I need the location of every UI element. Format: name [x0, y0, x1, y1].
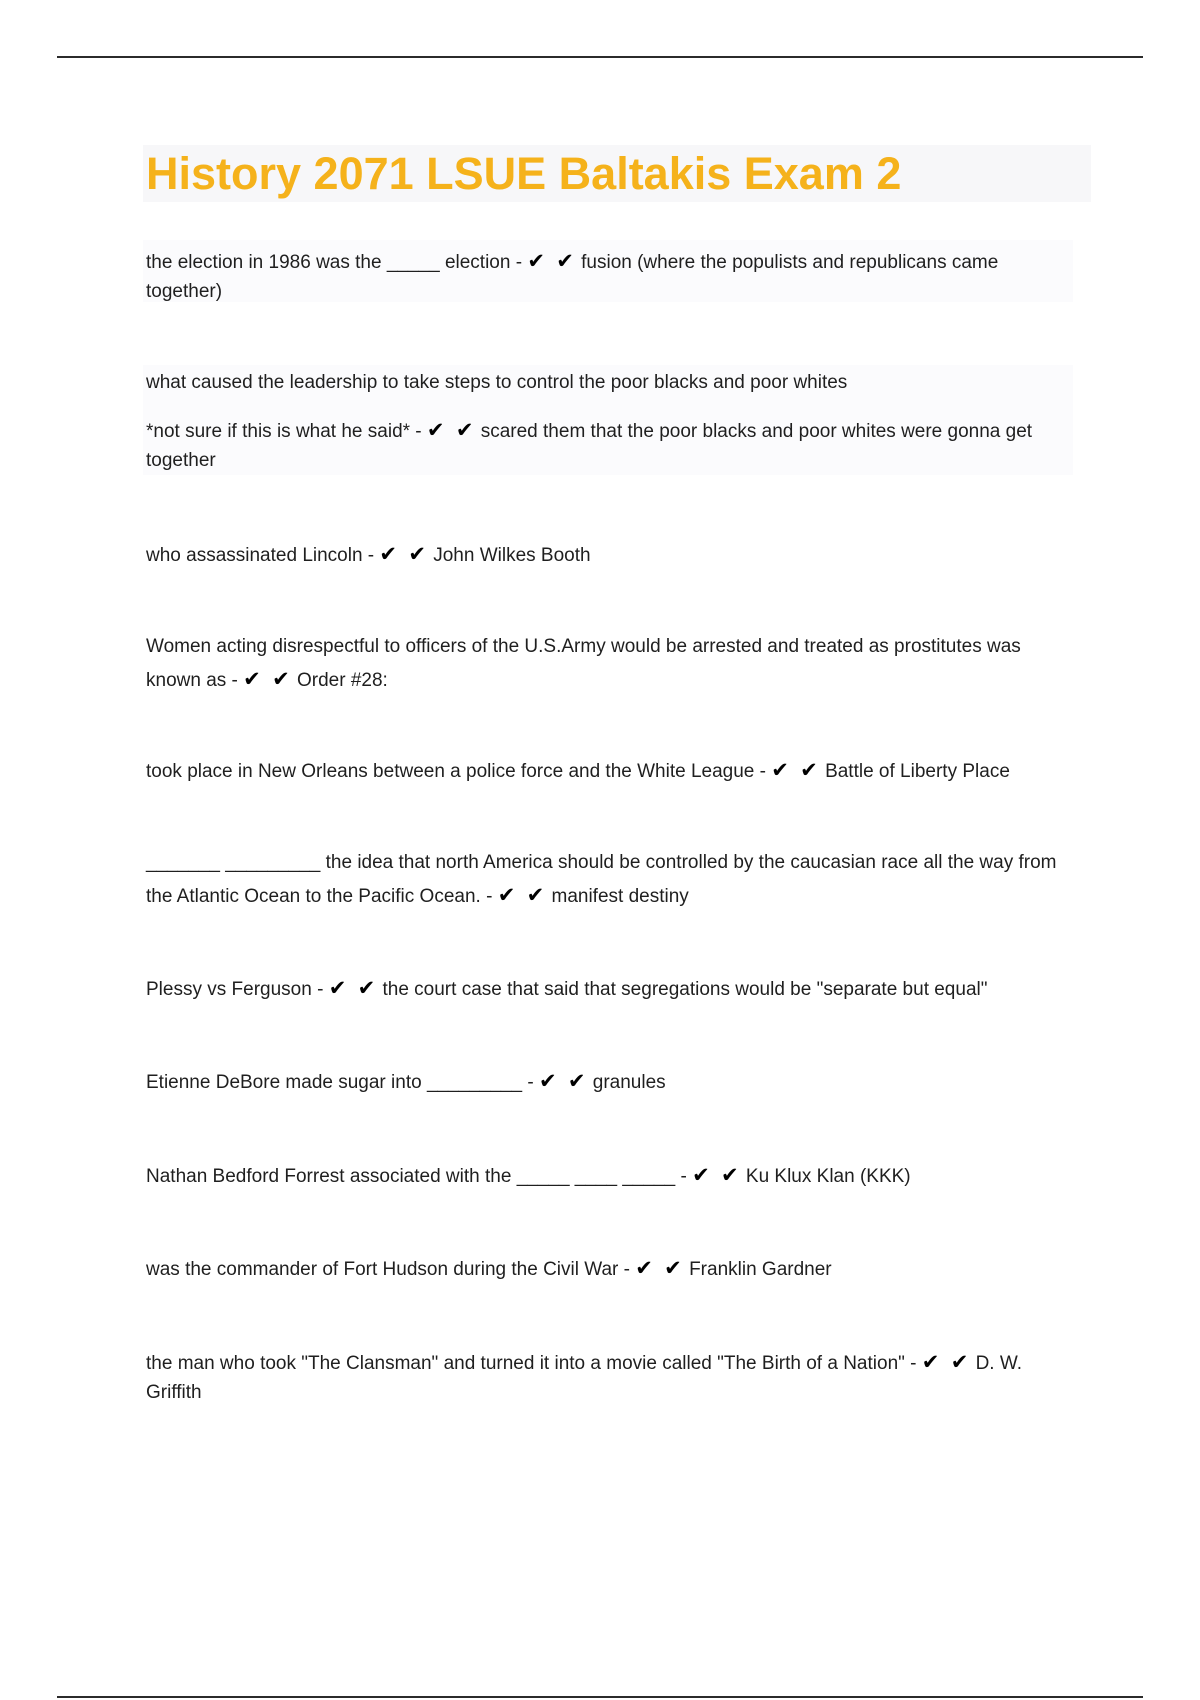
check-icon: ✔ ✔ [921, 1350, 971, 1374]
separator: - [618, 1259, 636, 1280]
separator: - [410, 421, 427, 442]
check-icon: ✔ ✔ [692, 1163, 741, 1187]
question-text: the man who took "The Clansman" and turned it into a movie called "The Birth of a Nation" [146, 1353, 905, 1374]
check-icon: ✔ ✔ [497, 883, 547, 907]
check-icon: ✔ ✔ [538, 1069, 588, 1093]
separator: - [510, 252, 528, 273]
answer-text: Franklin Gardner [689, 1259, 832, 1280]
answer-text: Order #28: [296, 670, 388, 691]
qa-item-5 [146, 756, 1076, 786]
answer-text: John Wilkes Booth [433, 545, 591, 566]
qa-item-2 [146, 416, 1076, 475]
qa-item-7 [146, 974, 1076, 1004]
answer-text: granules [592, 1072, 666, 1093]
check-icon: ✔ ✔ [771, 758, 820, 782]
check-icon: ✔ ✔ [328, 976, 378, 1000]
separator: - [226, 670, 244, 691]
qa-item-6 [146, 847, 1076, 913]
answer-text: manifest destiny [551, 886, 689, 907]
page-title: History 2071 LSUE Baltakis Exam 2 [146, 148, 902, 199]
check-icon: ✔ ✔ [635, 1256, 684, 1280]
question-text: _______ _________ the idea that north America should be controlled by the caucasian race all the way from the Atlantic Ocean to the Pacific Ocean. [146, 852, 1057, 907]
separator: - [311, 979, 329, 1000]
answer-text: Ku Klux Klan (KKK) [745, 1166, 911, 1187]
check-icon: ✔ ✔ [243, 667, 292, 691]
separator: - [362, 545, 380, 566]
top-rule [57, 56, 1143, 58]
separator: - [754, 761, 772, 782]
check-icon: ✔ ✔ [527, 249, 576, 273]
separator: - [480, 886, 498, 907]
question-text: Women acting disrespectful to officers of the U.S.Army would be arrested and treated as prostitutes was known as [146, 636, 1021, 691]
question-text: Etienne DeBore made sugar into _________ [146, 1072, 523, 1093]
answer-text: Battle of Liberty Place [825, 761, 1010, 782]
check-icon: ✔ ✔ [426, 418, 476, 442]
qa-item-11 [146, 1348, 1076, 1407]
question-text: the election in 1986 was the _____ election [146, 252, 511, 273]
bottom-rule [57, 1696, 1143, 1698]
question-text: *not sure if this is what he said* [146, 421, 411, 442]
answer-text: fusion (where the populists and republicans came together) [146, 252, 999, 302]
question-text: was the commander of Fort Hudson during the Civil War [146, 1259, 619, 1280]
qa-item-3 [146, 540, 1076, 570]
check-icon: ✔ ✔ [379, 542, 428, 566]
question-text: Nathan Bedford Forrest associated with the _____ ____ _____ [146, 1166, 676, 1187]
question-text: Plessy vs Ferguson [146, 979, 312, 1000]
qa-item-8 [146, 1067, 1076, 1097]
qa-item-4 [146, 631, 1076, 697]
separator: - [522, 1072, 539, 1093]
qa-item-1 [146, 247, 1076, 306]
qa-item-2-intro: what caused the leadership to take steps to control the poor blacks and poor whites [146, 372, 848, 393]
question-text: took place in New Orleans between a police force and the White League [146, 761, 755, 782]
answer-text: the court case that said that segregations would be "separate but equal" [382, 979, 988, 1000]
question-text: who assassinated Lincoln [146, 545, 363, 566]
answer-text: D. W. Griffith [146, 1353, 1023, 1403]
answer-text: scared them that the poor blacks and poor whites were gonna get together [146, 421, 1033, 471]
qa-item-9 [146, 1161, 1076, 1191]
qa-item-10 [146, 1254, 1076, 1284]
separator: - [675, 1166, 693, 1187]
separator: - [904, 1353, 922, 1374]
